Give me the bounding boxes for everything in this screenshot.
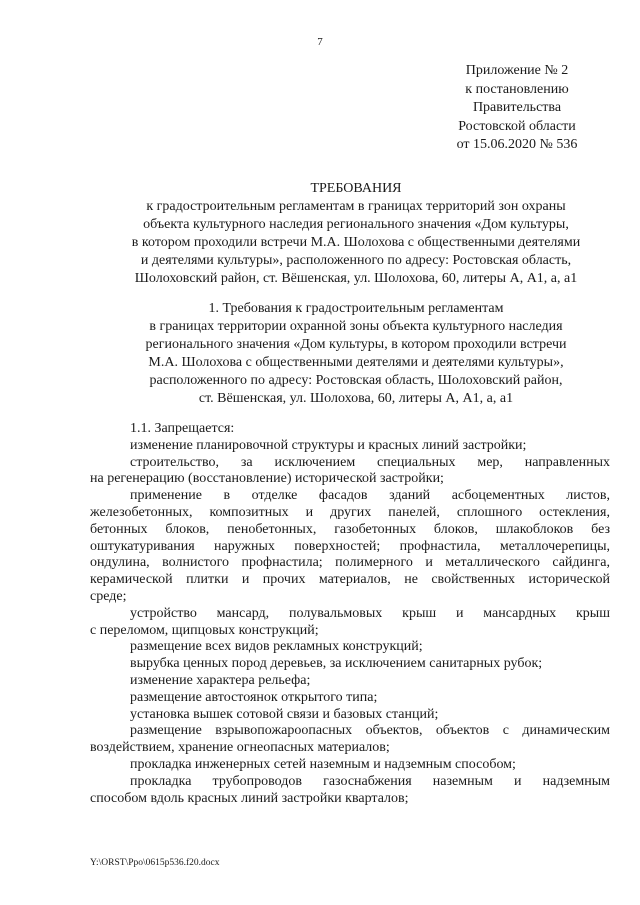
body-line: бетонных блоков, пенобетонных, газобетонных блоков, шлакоблоков без <box>90 521 610 537</box>
document-heading: ТРЕБОВАНИЯ <box>310 181 402 196</box>
body-line: размещение взрывопожароопасных объектов, объектов с динамическим <box>130 723 610 739</box>
body-line: 1.1. Запрещается: <box>130 421 235 436</box>
section-line: регионального значения «Дом культуры, в котором проходили встречи <box>145 337 567 352</box>
section-line: ст. Вёшенская, ул. Шолохова, 60, литеры А, А1, а, а1 <box>198 391 514 406</box>
file-path-footer: Y:\ORST\Ppo\0615p536.f20.docx <box>90 858 220 868</box>
title-block <box>88 180 624 288</box>
section-line: М.А. Шолохова с общественными деятелями и деятелями культуры», <box>148 355 564 370</box>
appendix-line: от 15.06.2020 № 536 <box>456 137 578 153</box>
body-line: вырубка ценных пород деревьев, за исключением санитарных рубок; <box>130 656 543 672</box>
page-number: 7 <box>317 36 323 48</box>
title-line: в котором проходили встречи М.А. Шолохова с общественными деятелями <box>131 235 581 250</box>
body-line: железобетонных, композитных и других панелей, сплошного остекления, <box>90 504 610 520</box>
body-line: размещение автостоянок открытого типа; <box>130 689 378 705</box>
body-line: изменение характера рельефа; <box>130 672 311 688</box>
title-line: Шолоховский район, ст. Вёшенская, ул. Шолохова, 60, литеры А, А1, а, а1 <box>134 271 578 286</box>
body-line: способом вдоль красных линий застройки кварталов; <box>90 790 409 806</box>
appendix-line: Приложение № 2 <box>465 63 569 78</box>
section-line: в границах территории охранной зоны объекта культурного наследия <box>149 319 563 334</box>
appendix-block <box>442 62 592 155</box>
body-line: устройство мансард, полувальмовых крыш и мансардных крыш <box>130 605 610 621</box>
body-line: изменение планировочной структуры и красных линий застройки; <box>130 437 527 453</box>
body-line: с переломом, щипцовых конструкций; <box>90 622 319 638</box>
body-line: прокладка трубопроводов газоснабжения наземным и надземным <box>130 773 610 789</box>
body-line: установка вышек сотовой связи и базовых станций; <box>130 706 439 722</box>
body-line: ондулина, волнистого профнастила; полимерного и металлического сайдинга, <box>90 555 610 571</box>
appendix-line: Ростовской области <box>458 118 576 134</box>
title-line: объекта культурного наследия регионального значения «Дом культуры, <box>143 217 569 232</box>
body-line: воздействием, хранение огнеопасных материалов; <box>90 740 390 756</box>
body-line: применение в отделке фасадов зданий асбоцементных листов, <box>130 488 610 504</box>
body-line: на регенерацию (восстановление) исторической застройки; <box>90 471 444 487</box>
title-line: и деятелями культуры», расположенного по адресу: Ростовская область, <box>140 253 572 268</box>
section-line: расположенного по адресу: Ростовская область, Шолоховский район, <box>149 373 563 388</box>
title-line: к градостроительным регламентам в границах территорий зон охраны <box>146 199 566 214</box>
section-line: 1. Требования к градостроительным регламентам <box>208 301 504 316</box>
body-line: строительство, за исключением специальных мер, направленных <box>130 454 610 470</box>
body-line: размещение всех видов рекламных конструкций; <box>130 639 423 655</box>
body-line: оштукатуривания наружных поверхностей; профнастила, металлочерепицы, <box>90 538 610 554</box>
appendix-line: Правительства <box>472 100 562 116</box>
body-line: прокладка инженерных сетей наземным и надземным способом; <box>130 756 516 772</box>
section-heading <box>80 300 632 408</box>
appendix-line: к постановлению <box>465 81 569 97</box>
body-line: среде; <box>90 588 127 604</box>
body-line: керамической плитки и прочих материалов, не свойственных исторической <box>90 572 610 588</box>
body-text <box>90 421 610 807</box>
